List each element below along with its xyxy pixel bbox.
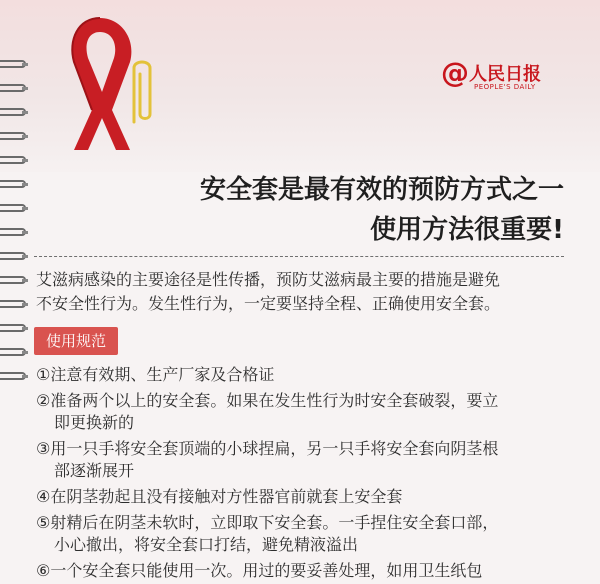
rule-number: ⑤ xyxy=(36,513,51,532)
peoples-daily-logo xyxy=(441,56,561,96)
rule-text-continued: 即更换新的 xyxy=(54,413,135,432)
rule-number: ④ xyxy=(36,487,51,506)
binder-ring xyxy=(0,156,26,164)
section-tag-usage: 使用规范 xyxy=(34,327,118,355)
rule-item xyxy=(36,486,566,508)
rule-number: ③ xyxy=(36,439,51,458)
binder-ring xyxy=(0,108,26,116)
binder-ring xyxy=(0,60,26,68)
rule-text: 射精后在阴茎未软时，立即取下安全套。一手捏住安全套口部， xyxy=(50,513,499,532)
binder-ring xyxy=(0,228,26,236)
binder-ring xyxy=(0,84,26,92)
rule-item xyxy=(36,390,566,434)
page-title-line-2: 使用方法很重要! xyxy=(370,215,564,245)
logo-at-mark-icon: @ xyxy=(441,56,469,89)
intro-line: 艾滋病感染的主要途径是性传播，预防艾滋病最主要的措施是避免 xyxy=(36,270,501,289)
usage-rules-list xyxy=(36,364,566,584)
rule-number: ⑥ xyxy=(36,561,51,580)
dashed-divider xyxy=(34,256,564,257)
binder-ring xyxy=(0,276,26,284)
rule-text: 准备两个以上的安全套。如果在发生性行为时安全套破裂，要立 xyxy=(50,391,499,410)
rule-text: 注意有效期、生产厂家及合格证 xyxy=(50,365,275,384)
rule-text: 一个安全套只能使用一次。用过的要妥善处理，如用卫生纸包 xyxy=(50,561,483,580)
intro-paragraph xyxy=(36,268,566,316)
binder-ring xyxy=(0,324,26,332)
rule-text-continued: 小心撤出，将安全套口打结，避免精液溢出 xyxy=(54,535,359,554)
logo-name-en: PEOPLE'S DAILY xyxy=(474,83,536,91)
binder-ring xyxy=(0,348,26,356)
rule-item xyxy=(36,560,566,582)
paperclip-icon xyxy=(124,52,160,132)
notebook-binder-rings xyxy=(0,60,30,390)
binder-ring xyxy=(0,300,26,308)
intro-line: 不安全性行为。发生性行为，一定要坚持全程、正确使用安全套。 xyxy=(36,294,501,313)
binder-ring xyxy=(0,204,26,212)
rule-text: 在阴茎勃起且没有接触对方性器官前就套上安全套 xyxy=(50,487,403,506)
logo-name-cn: 人民日报 xyxy=(469,64,541,85)
rule-text-continued: 部逐渐展开 xyxy=(54,461,135,480)
rule-item xyxy=(36,512,566,556)
binder-ring xyxy=(0,372,26,380)
rule-number: ① xyxy=(36,365,51,384)
rule-number: ② xyxy=(36,391,51,410)
binder-ring xyxy=(0,252,26,260)
binder-ring xyxy=(0,180,26,188)
rule-item xyxy=(36,438,566,482)
page-title-line-1: 安全套是最有效的预防方式之一 xyxy=(199,175,564,205)
binder-ring xyxy=(0,132,26,140)
rule-text: 用一只手将安全套顶端的小球捏扁，另一只手将安全套向阴茎根 xyxy=(50,439,499,458)
rule-item xyxy=(36,364,566,386)
